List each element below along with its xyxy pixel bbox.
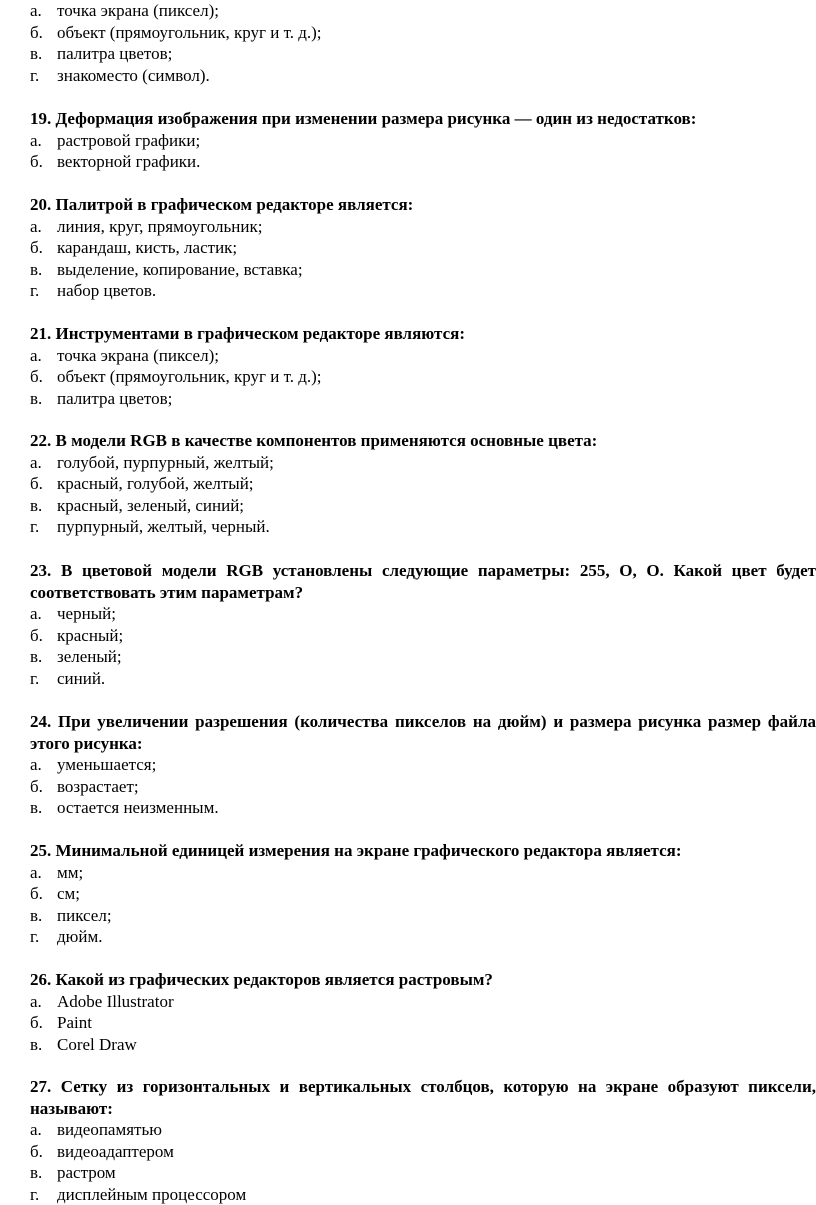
option-item xyxy=(0,0,816,22)
option-item xyxy=(0,1162,816,1184)
option-text: линия, круг, прямоугольник; xyxy=(57,216,263,236)
option-item xyxy=(0,516,816,538)
option-item xyxy=(0,1119,816,1141)
option-item xyxy=(0,1184,816,1205)
option-letter: г. xyxy=(30,65,40,85)
option-letter: а. xyxy=(30,1120,42,1139)
option-text: дюйм. xyxy=(57,927,103,946)
option-text: Adobe Illustrator xyxy=(57,991,174,1011)
question-heading xyxy=(0,969,816,991)
option-letter: г. xyxy=(30,1184,40,1204)
question-heading xyxy=(0,1076,816,1119)
option-text: уменьшается; xyxy=(57,755,157,774)
option-text: растровой графики; xyxy=(57,130,201,150)
option-text: голубой, пурпурный, желтый; xyxy=(57,452,274,472)
option-item xyxy=(0,259,816,281)
option-letter: в. xyxy=(30,495,43,515)
top-options-block xyxy=(0,0,816,86)
option-item xyxy=(0,130,816,152)
option-item xyxy=(0,495,816,517)
question-19 xyxy=(0,108,816,173)
question-heading xyxy=(0,711,816,754)
option-text: палитра цветов; xyxy=(57,388,173,408)
question-27 xyxy=(0,1076,816,1205)
option-item xyxy=(0,905,816,927)
question-text: Минимальной единицей измерения на экране графического редактора является: xyxy=(55,841,682,860)
option-letter: в. xyxy=(30,647,43,666)
option-list xyxy=(0,216,816,302)
option-list xyxy=(0,345,816,410)
option-letter: а. xyxy=(30,755,42,774)
option-text: объект (прямоугольник, круг и т. д.); xyxy=(57,22,322,42)
option-list xyxy=(0,130,816,173)
question-heading xyxy=(0,840,816,862)
option-item xyxy=(0,646,816,668)
option-letter: а. xyxy=(30,1,42,20)
option-letter: в. xyxy=(30,1034,43,1054)
option-text: Paint xyxy=(57,1013,92,1032)
option-letter: а. xyxy=(30,130,42,150)
option-letter: г. xyxy=(30,668,40,688)
option-text: зеленый; xyxy=(57,647,122,666)
option-letter: б. xyxy=(30,367,43,386)
question-23 xyxy=(0,560,816,689)
option-text: синий. xyxy=(57,668,106,688)
option-item xyxy=(0,452,816,474)
question-number: 22. xyxy=(30,431,52,450)
question-text: В модели RGB в качестве компонентов применяются основные цвета: xyxy=(55,431,598,450)
question-number: 19. xyxy=(30,109,52,128)
option-item xyxy=(0,625,816,647)
option-letter: а. xyxy=(30,604,42,623)
question-text: Сетку из горизонтальных и вертикальных столбцов, которую на экране образуют пиксели, называют: xyxy=(30,1077,816,1118)
option-list xyxy=(0,991,816,1056)
option-item xyxy=(0,65,816,87)
question-number: 27. xyxy=(30,1077,52,1096)
option-text: карандаш, кисть, ластик; xyxy=(57,238,238,257)
option-text: точка экрана (пиксел); xyxy=(57,1,219,20)
option-list xyxy=(0,1119,816,1205)
question-heading xyxy=(0,323,816,345)
option-text: выделение, копирование, вставка; xyxy=(57,259,303,279)
question-number: 23. xyxy=(30,561,52,580)
question-21 xyxy=(0,323,816,409)
option-text: набор цветов. xyxy=(57,281,157,300)
option-text: видеопамятью xyxy=(57,1120,162,1139)
question-text: Какой из графических редакторов является растровым? xyxy=(55,970,493,989)
option-letter: б. xyxy=(30,152,43,171)
option-list xyxy=(0,862,816,948)
question-22 xyxy=(0,430,816,538)
option-text: объект (прямоугольник, круг и т. д.); xyxy=(57,367,322,386)
option-item xyxy=(0,345,816,367)
option-item xyxy=(0,883,816,905)
option-letter: в. xyxy=(30,44,43,63)
option-text: дисплейным процессором xyxy=(57,1184,247,1204)
option-letter: в. xyxy=(30,905,43,925)
option-item xyxy=(0,754,816,776)
question-24 xyxy=(0,711,816,819)
option-list xyxy=(0,452,816,538)
option-letter: б. xyxy=(30,884,43,903)
option-letter: а. xyxy=(30,991,42,1011)
option-text: знакоместо (символ). xyxy=(57,65,210,85)
option-text: палитра цветов; xyxy=(57,44,173,63)
question-number: 20. xyxy=(30,195,52,214)
option-item xyxy=(0,366,816,388)
question-heading xyxy=(0,108,816,130)
option-text: красный, голубой, желтый; xyxy=(57,474,254,493)
option-letter: г. xyxy=(30,281,40,300)
option-list xyxy=(0,0,816,86)
option-list xyxy=(0,603,816,689)
option-letter: г. xyxy=(30,927,40,946)
option-item xyxy=(0,1012,816,1034)
option-item xyxy=(0,22,816,44)
option-item xyxy=(0,668,816,690)
question-20 xyxy=(0,194,816,302)
question-heading xyxy=(0,560,816,603)
option-letter: б. xyxy=(30,474,43,493)
option-letter: б. xyxy=(30,1013,43,1032)
option-text: красный, зеленый, синий; xyxy=(57,495,245,515)
option-list xyxy=(0,754,816,819)
option-text: пурпурный, желтый, черный. xyxy=(57,517,270,536)
question-number: 26. xyxy=(30,970,52,989)
option-item xyxy=(0,388,816,410)
option-item xyxy=(0,776,816,798)
question-text: При увеличении разрешения (количества пикселов на дюйм) и размера рисунка размер файла этого рисунка: xyxy=(30,712,816,753)
option-text: пиксел; xyxy=(57,905,112,925)
option-letter: г. xyxy=(30,517,40,536)
option-text: остается неизменным. xyxy=(57,798,219,817)
option-letter: в. xyxy=(30,1163,43,1182)
option-letter: в. xyxy=(30,798,43,817)
option-item xyxy=(0,926,816,948)
option-item xyxy=(0,862,816,884)
option-letter: в. xyxy=(30,259,43,279)
option-text: векторной графики. xyxy=(57,152,201,171)
question-text: Инструментами в графическом редакторе являются: xyxy=(55,324,466,343)
option-item xyxy=(0,237,816,259)
option-letter: б. xyxy=(30,776,43,796)
option-text: Corel Draw xyxy=(57,1034,137,1054)
question-25 xyxy=(0,840,816,948)
option-item xyxy=(0,473,816,495)
option-letter: б. xyxy=(30,625,43,645)
option-item xyxy=(0,991,816,1013)
option-text: черный; xyxy=(57,604,116,623)
option-item xyxy=(0,151,816,173)
option-letter: а. xyxy=(30,216,42,236)
question-heading xyxy=(0,430,816,452)
question-heading xyxy=(0,194,816,216)
option-letter: б. xyxy=(30,22,43,42)
option-item xyxy=(0,1034,816,1056)
question-number: 21. xyxy=(30,324,52,343)
option-letter: а. xyxy=(30,452,42,472)
option-item xyxy=(0,1141,816,1163)
option-item xyxy=(0,280,816,302)
option-text: точка экрана (пиксел); xyxy=(57,345,219,365)
question-text: Палитрой в графическом редакторе является: xyxy=(55,195,414,214)
option-letter: б. xyxy=(30,1141,43,1161)
option-item xyxy=(0,603,816,625)
option-letter: в. xyxy=(30,388,43,408)
option-letter: б. xyxy=(30,238,43,257)
option-text: возрастает; xyxy=(57,776,139,796)
question-text: Деформация изображения при изменении размера рисунка — один из недостатков: xyxy=(55,109,697,128)
option-text: растром xyxy=(57,1163,116,1182)
option-item xyxy=(0,797,816,819)
option-item xyxy=(0,216,816,238)
option-text: видеоадаптером xyxy=(57,1141,174,1161)
question-number: 24. xyxy=(30,712,52,731)
option-letter: а. xyxy=(30,862,42,882)
option-text: см; xyxy=(57,884,81,903)
option-item xyxy=(0,43,816,65)
option-letter: а. xyxy=(30,345,42,365)
option-text: красный; xyxy=(57,625,124,645)
question-number: 25. xyxy=(30,841,52,860)
option-text: мм; xyxy=(57,862,84,882)
question-26 xyxy=(0,969,816,1055)
question-text: В цветовой модели RGB установлены следующие параметры: 255, О, О. Какой цвет будет соответствовать этим параметрам? xyxy=(30,561,816,602)
